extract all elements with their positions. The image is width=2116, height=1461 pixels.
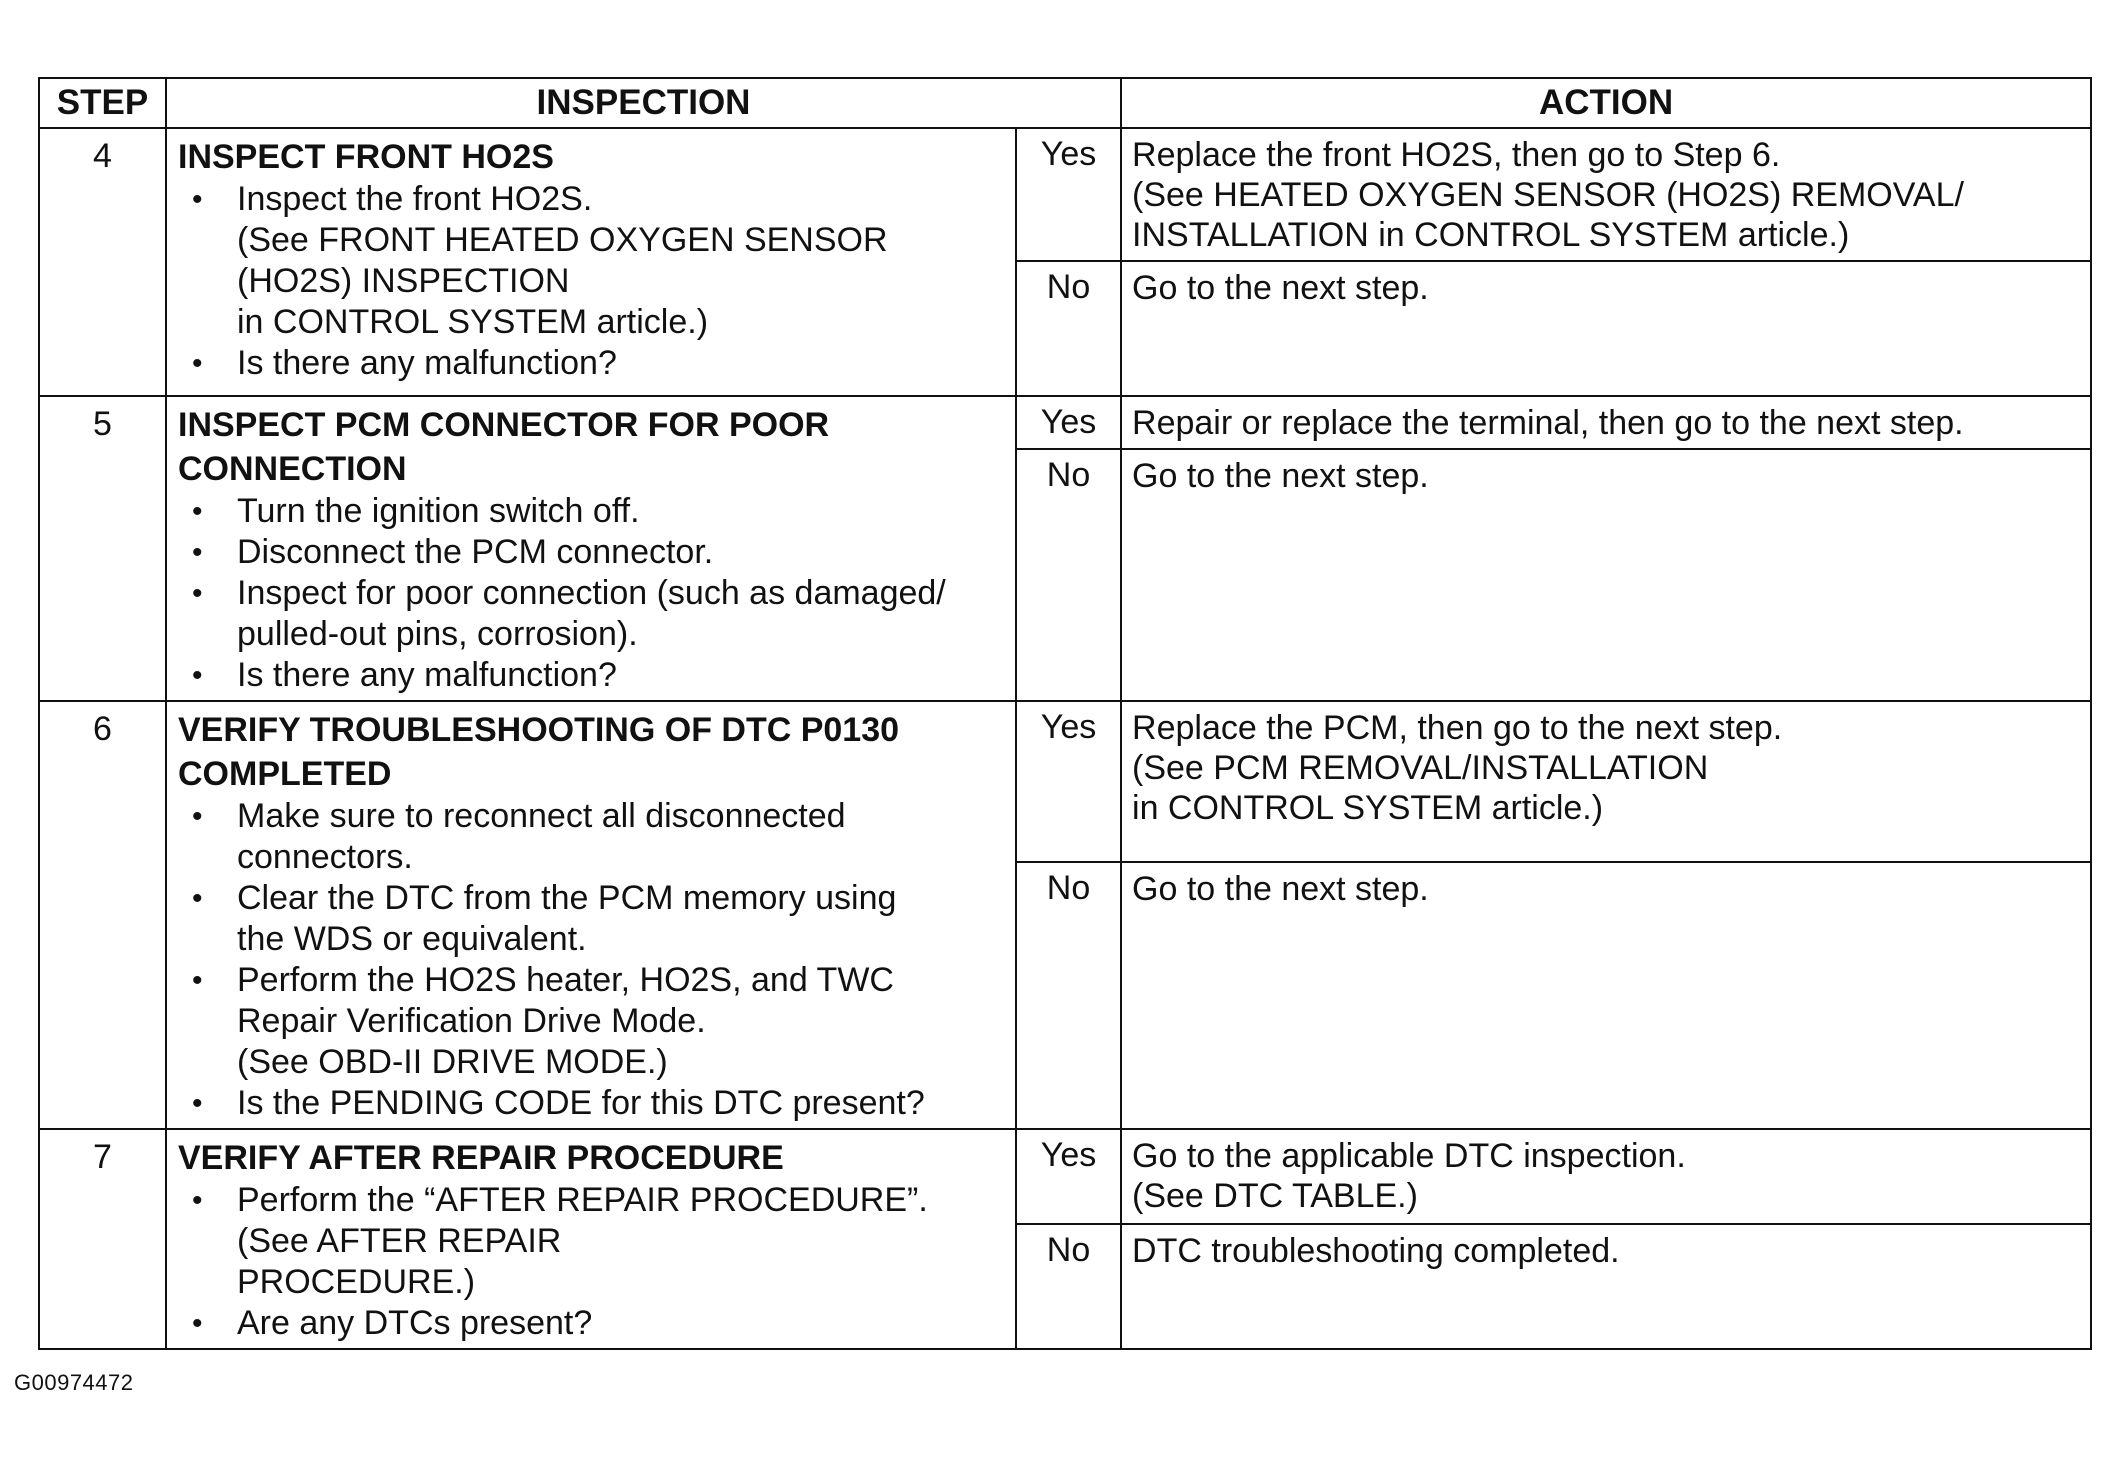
step-number: 4 [39, 128, 166, 396]
bullet-text-line: (See OBD-II DRIVE MODE.) [237, 1043, 668, 1081]
bullet-text-line: Repair Verification Drive Mode. [237, 1002, 706, 1040]
table-row [39, 396, 2091, 449]
inspection-bullet [178, 796, 1007, 878]
step-number: 7 [39, 1129, 166, 1349]
header-row [39, 78, 2091, 128]
step-number: 6 [39, 701, 166, 1129]
action-text-line: in CONTROL SYSTEM article.) [1132, 789, 1604, 827]
inspection-bullets [178, 796, 1007, 1124]
no-label: No [1016, 1224, 1121, 1349]
inspection-bullet [178, 532, 1007, 573]
action-text-line: Replace the PCM, then go to the next step. [1132, 709, 1783, 747]
header-inspection: INSPECTION [166, 78, 1121, 128]
action-text-line: (See PCM REMOVAL/INSTALLATION [1132, 749, 1709, 787]
figure-code: G00974472 [14, 1370, 134, 1395]
bullet-text-line: • Is the PENDING CODE for this DTC present? [237, 1084, 925, 1122]
inspection-cell [166, 128, 1016, 396]
yes-label: Yes [1016, 128, 1121, 261]
inspection-bullet [178, 878, 1007, 960]
inspection-bullets [178, 179, 1007, 384]
inspection-cell [166, 701, 1016, 1129]
no-action [1121, 1224, 2091, 1349]
bullet-text-line: connectors. [237, 838, 413, 876]
action-text-line: DTC troubleshooting completed. [1132, 1231, 1620, 1270]
inspection-title: INSPECT PCM CONNECTOR FOR POOR CONNECTION [178, 406, 830, 488]
action-text-line: Replace the front HO2S, then go to Step 6. [1132, 136, 1781, 174]
inspection-bullet [178, 343, 1007, 384]
bullet-text-line: • Are any DTCs present? [237, 1304, 593, 1342]
action-text-line: Repair or replace the terminal, then go to the next step. [1132, 404, 1964, 442]
bullet-text-line: • Clear the DTC from the PCM memory using [237, 879, 897, 917]
bullet-text-line: (See FRONT HEATED OXYGEN SENSOR [237, 221, 888, 259]
bullet-text-line: in CONTROL SYSTEM article.) [237, 303, 709, 341]
inspection-bullet [178, 573, 1007, 655]
table-row [39, 128, 2091, 261]
step-number: 5 [39, 396, 166, 701]
inspection-cell [166, 1129, 1016, 1349]
action-text-line: Go to the next step. [1132, 456, 1429, 495]
bullet-text-line: • Inspect for poor connection (such as damaged/ [237, 574, 946, 612]
bullet-text-line: • Is there any malfunction? [237, 344, 617, 382]
inspection-bullet [178, 491, 1007, 532]
no-action [1121, 449, 2091, 701]
inspection-bullet [178, 655, 1007, 696]
header-step: STEP [39, 78, 166, 128]
bullet-text-line: • Perform the HO2S heater, HO2S, and TWC [237, 961, 894, 999]
inspection-title: VERIFY AFTER REPAIR PROCEDURE [178, 1139, 784, 1177]
action-text-line: (See HEATED OXYGEN SENSOR (HO2S) REMOVAL/ [1132, 176, 1964, 214]
no-label: No [1016, 862, 1121, 1129]
bullet-text-line: pulled-out pins, corrosion). [237, 615, 638, 653]
action-text-line: INSTALLATION in CONTROL SYSTEM article.) [1132, 216, 1850, 254]
action-text-line: Go to the applicable DTC inspection. [1132, 1137, 1686, 1175]
table-row [39, 1129, 2091, 1224]
yes-action [1121, 396, 2091, 449]
inspection-bullets [178, 491, 1007, 696]
bullet-text-line: • Disconnect the PCM connector. [237, 533, 714, 571]
inspection-bullet [178, 1303, 1007, 1344]
yes-action [1121, 701, 2091, 862]
inspection-bullet [178, 1180, 1007, 1303]
table-row [39, 701, 2091, 862]
inspection-bullet [178, 179, 1007, 343]
bullet-text-line: (HO2S) INSPECTION [237, 262, 570, 300]
yes-action [1121, 128, 2091, 261]
action-text-line: Go to the next step. [1132, 869, 1429, 908]
bullet-text-line: PROCEDURE.) [237, 1263, 476, 1301]
inspection-bullet [178, 960, 1007, 1083]
bullet-text-line: • Make sure to reconnect all disconnected [237, 797, 846, 835]
yes-label: Yes [1016, 396, 1121, 449]
troubleshooting-table [38, 77, 2092, 1350]
inspection-title: INSPECT FRONT HO2S [178, 138, 554, 176]
bullet-text-line: • Turn the ignition switch off. [237, 492, 640, 530]
yes-label: Yes [1016, 701, 1121, 862]
bullet-text-line: • Inspect the front HO2S. [237, 180, 593, 218]
no-label: No [1016, 449, 1121, 701]
bullet-text-line: • Perform the “AFTER REPAIR PROCEDURE”. [237, 1181, 928, 1219]
action-text-line: (See DTC TABLE.) [1132, 1177, 1418, 1215]
bullet-text-line: the WDS or equivalent. [237, 920, 587, 958]
inspection-title: VERIFY TROUBLESHOOTING OF DTC P0130 COMPLETED [178, 711, 900, 793]
no-action [1121, 261, 2091, 396]
no-label: No [1016, 261, 1121, 396]
bullet-text-line: (See AFTER REPAIR [237, 1222, 562, 1260]
inspection-bullet [178, 1083, 1007, 1124]
bullet-text-line: • Is there any malfunction? [237, 656, 617, 694]
no-action [1121, 862, 2091, 1129]
action-text-line: Go to the next step. [1132, 269, 1429, 307]
inspection-cell [166, 396, 1016, 701]
yes-label: Yes [1016, 1129, 1121, 1224]
inspection-bullets [178, 1180, 1007, 1344]
header-action: ACTION [1121, 78, 2091, 128]
yes-action [1121, 1129, 2091, 1224]
